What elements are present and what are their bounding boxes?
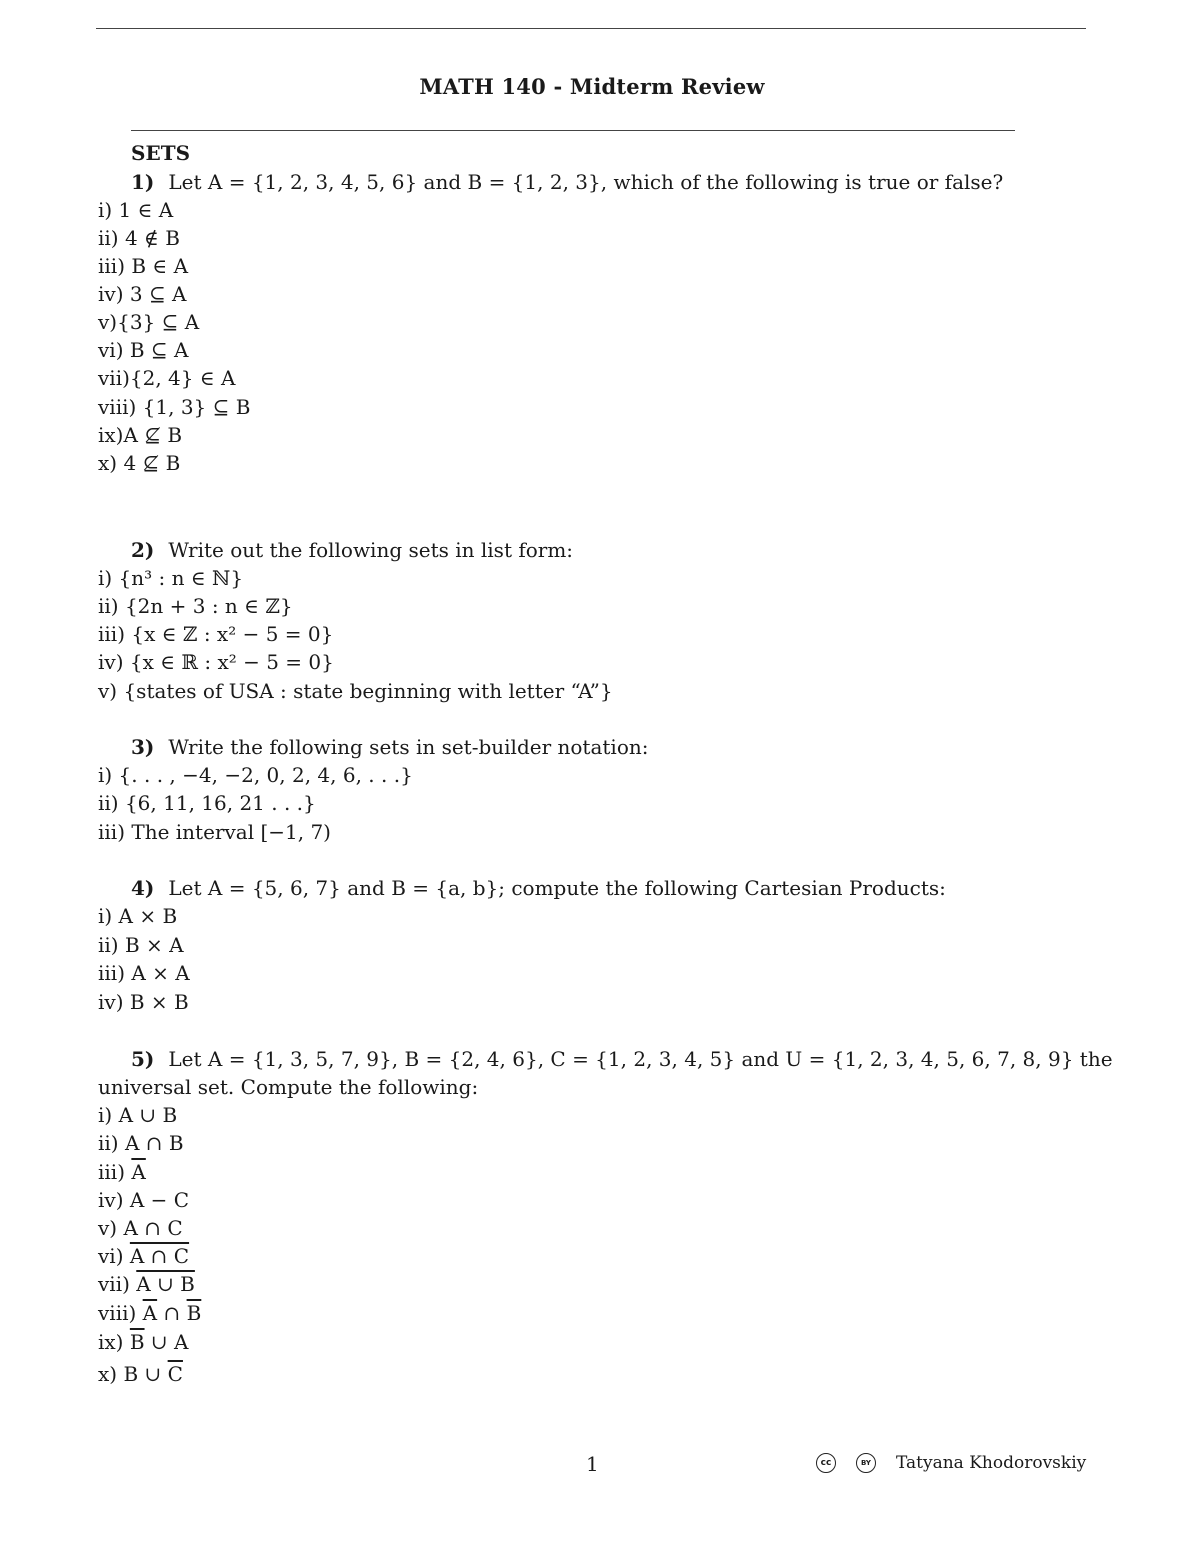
list-item xyxy=(98,1129,184,1157)
list-item: i) 1 ∈ A xyxy=(98,198,174,222)
list-item: x) 4 ⊈ B xyxy=(98,451,181,475)
item-label: v) xyxy=(98,1216,124,1240)
item-expression: A ∪ B xyxy=(118,1103,178,1127)
item-expression: $\overline{A}$ xyxy=(131,1160,146,1184)
footer-credit xyxy=(816,1453,1086,1473)
list-item: ii) B × A xyxy=(98,933,184,957)
list-item xyxy=(98,1299,201,1327)
page-number: 1 xyxy=(586,1452,599,1476)
author-name: Tatyana Khodorovskiy xyxy=(896,1453,1087,1473)
list-item xyxy=(98,1328,188,1356)
list-item: vi) B ⊆ A xyxy=(98,338,189,362)
question-number: 2) xyxy=(131,538,155,562)
page-title: MATH 140 - Midterm Review xyxy=(419,74,765,99)
list-item xyxy=(98,1242,189,1270)
item-operator: ∩ xyxy=(157,1301,187,1325)
list-item: iii) B ∈ A xyxy=(98,254,189,278)
question-text-continued: universal set. Compute the following: xyxy=(98,1075,479,1099)
question-number: 3) xyxy=(131,735,155,759)
question-text: Let A = {1, 3, 5, 7, 9}, B = {2, 4, 6}, C = {1, 2, 3, 4, 5} and U = {1, 2, 3, 4, 5, 6, 7, 8, 9} the xyxy=(168,1047,1113,1071)
list-item: i) {n³ : n ∈ ℕ} xyxy=(98,566,244,590)
question-text: Write the following sets in set-builder notation: xyxy=(168,735,649,759)
list-item: i) A × B xyxy=(98,904,178,928)
list-item: ii) {6, 11, 16, 21 . . .} xyxy=(98,791,316,815)
item-operand: $\overline{B}$ xyxy=(186,1301,202,1325)
item-operand: $\overline{A}$ xyxy=(142,1301,158,1325)
list-item xyxy=(98,1214,183,1242)
item-label: i) xyxy=(98,1103,119,1127)
item-expression: A ∩ C xyxy=(129,1244,190,1268)
item-label: vii) xyxy=(98,1272,137,1296)
item-operator: ∪ xyxy=(138,1362,168,1386)
list-item: ii) {2n + 3 : n ∈ ℤ} xyxy=(98,594,293,618)
list-item: iv) 3 ⊆ A xyxy=(98,282,187,306)
list-item xyxy=(98,1270,195,1298)
list-item: iii) The interval [−1, 7) xyxy=(98,820,331,844)
list-item xyxy=(98,1360,183,1388)
list-item: iv) B × B xyxy=(98,990,189,1014)
list-item: vii){2, 4} ∈ A xyxy=(98,366,236,390)
list-item: ix)A ⊈ B xyxy=(98,423,183,447)
question-2 xyxy=(131,536,573,564)
title-rule xyxy=(131,130,1015,131)
item-operand: $\overline{B}$ xyxy=(129,1330,145,1354)
question-text: Let A = {1, 2, 3, 4, 5, 6} and B = {1, 2, 3}, which of the following is true or false? xyxy=(168,170,1004,194)
top-rule xyxy=(96,28,1086,29)
list-item: iii) {x ∈ ℤ : x² − 5 = 0} xyxy=(98,622,334,646)
item-expression: A − C xyxy=(129,1188,190,1212)
list-item: viii) {1, 3} ⊆ B xyxy=(98,395,251,419)
question-5 xyxy=(131,1045,1113,1073)
section-heading: SETS xyxy=(131,141,191,165)
item-operand: A xyxy=(174,1330,189,1354)
attribution-icon: BY xyxy=(856,1453,876,1473)
list-item: v){3} ⊆ A xyxy=(98,310,200,334)
question-3 xyxy=(131,733,648,761)
list-item xyxy=(98,1158,146,1186)
list-item: ii) 4 ∉ B xyxy=(98,226,180,250)
question-text: Let A = {5, 6, 7} and B = {a, b}; compute the following Cartesian Products: xyxy=(168,876,946,900)
list-item: iii) A × A xyxy=(98,961,190,985)
list-item: i) {. . . , −4, −2, 0, 2, 4, 6, . . .} xyxy=(98,763,413,787)
item-label: ii) xyxy=(98,1131,125,1155)
list-item xyxy=(98,1186,189,1214)
item-label: x) xyxy=(98,1362,124,1386)
item-label: iv) xyxy=(98,1188,130,1212)
item-operator: ∪ xyxy=(144,1330,175,1354)
question-1 xyxy=(131,168,1003,196)
item-label: viii) xyxy=(98,1301,143,1325)
list-item: v) {states of USA : state beginning with letter “A”} xyxy=(98,679,613,703)
item-operand: $\overline{C}$ xyxy=(167,1362,183,1386)
item-expression: A ∩ B xyxy=(124,1131,184,1155)
item-label: ix) xyxy=(98,1330,130,1354)
item-operand: B xyxy=(123,1362,139,1386)
item-expression: A ∪ B xyxy=(136,1272,195,1296)
question-number: 4) xyxy=(131,876,155,900)
question-4 xyxy=(131,874,946,902)
question-text: Write out the following sets in list form: xyxy=(168,538,574,562)
question-number: 5) xyxy=(131,1047,155,1071)
creative-commons-icon: cc xyxy=(816,1453,836,1473)
item-expression: A ∩ C xyxy=(123,1216,183,1240)
item-label: iii) xyxy=(98,1160,132,1184)
list-item xyxy=(98,1101,177,1129)
item-label: vi) xyxy=(98,1244,130,1268)
question-number: 1) xyxy=(131,170,155,194)
list-item: iv) {x ∈ ℝ : x² − 5 = 0} xyxy=(98,650,334,674)
